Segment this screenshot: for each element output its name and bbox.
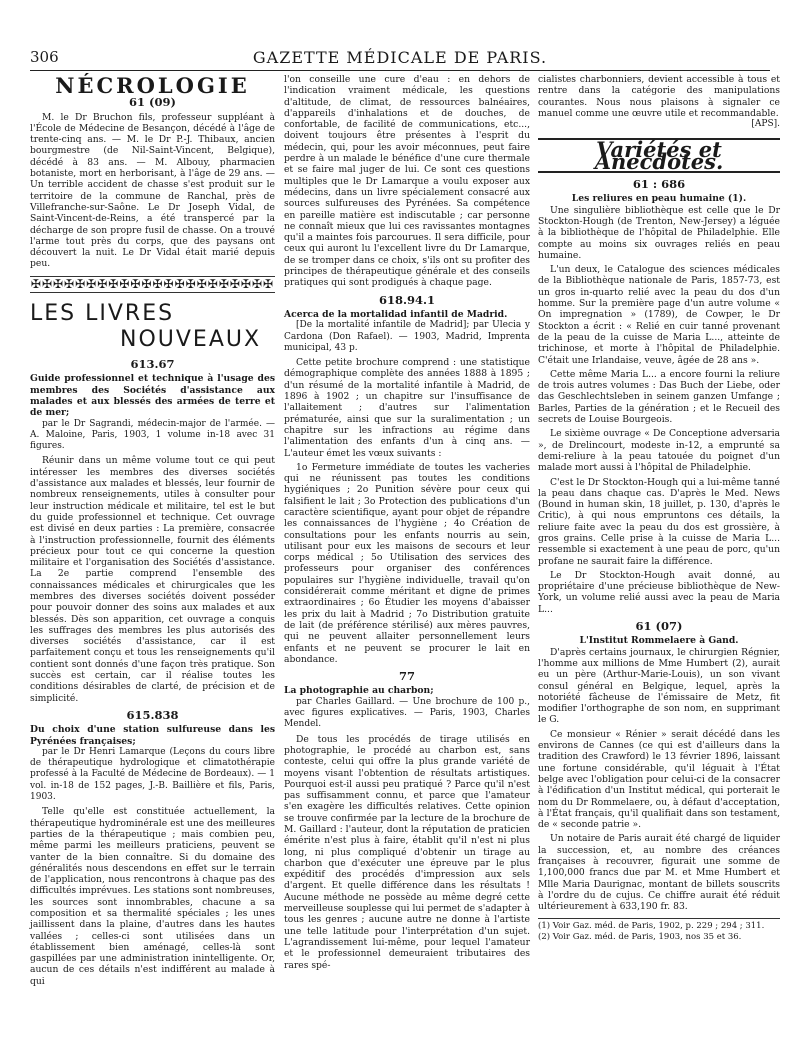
article2-p3: Un notaire de Paris aurait été chargé de liquider la succession, et, au nombre des créances françaises à recouvrer, figurait une somme de 1,100,000 francs due par M. et Mme Humbert et Mlle Maria Daurignac, montant de billets souscrits à l'ordre du de cujus. Ce chiffre aurait été réduit ultérieurement à 633,190 fr. 83. [538, 833, 780, 913]
footnote-2: (2) Voir Gaz. méd. de Paris, 1903, nos 35 et 36. [538, 931, 742, 942]
livres-title-line2: NOUVEAUX [120, 327, 262, 353]
book1-text: Réunir dans un même volume tout ce qui peut intéresser les membres des diverses sociétés d'assistance aux malades et blessés, leur fournir de nombreux renseignements, utiles à consulter pour leur instruction médicale et militaire, tel est le but du guide professionnel et technique. Cet ouvrage est divisé en deux parties : La première, consacrée à l'instruction professionnelle, fournit des éléments précieux pour tout ce qui concerne la question militaire et l'organisation des Sociétés d'assistance. La 2e partie comprend l'ensemble des connaissances médicales et chirurgicales que les membres des diverses sociétés doivent posséder pour pouvoir donner des soins aux malades et aux blessés. Dès son apparition, cet ouvrage a conquis les suffrages des membres les plus autorisés des diverses sociétés d'assistance, car il est parfaitement conçu et tous les renseignements qu'il contient sont donnés d'une façon très pratique. Son succès est certain, car il réalise toutes les conditions désirables de clarté, de précision et de simplicité. [30, 455, 275, 704]
article2-p1: D'après certains journaux, le chirurgien Régnier, l'homme aux millions de Mme Humbert (2), aurait eu un père (Arthur-Marie-Louis), un son vivant consul général en Belgique, lequel, après la notoriété fâcheuse de l'émissaire de Metz, fit modifier l'orthographe de son nom, en supprimant le G. [538, 646, 780, 726]
book3-heading: Acerca de la mortalidad infantil de Madrid. [284, 308, 508, 320]
book2-heading: Du choix d'une station sulfureuse dans les Pyrénées françaises; [30, 724, 275, 747]
footnotes [538, 918, 780, 942]
necrologie-number: 61 (09) [129, 95, 176, 110]
book1-heading: Guide professionnel et technique à l'usage des membres des Sociétés d'assistance aux malades et aux blessés des armées de terre et de mer; [30, 373, 275, 419]
ornament-divider: ✠✠✠✠✠✠✠✠✠✠✠✠✠✠✠✠✠✠✠✠✠✠ [30, 276, 275, 293]
article1-p6: Le Dr Stockton-Hough avait donné, au propriétaire d'une précieuse bibliothèque de New-York, un volume relié aussi avec la peau de Maria L... [538, 569, 780, 615]
signature: [APS]. [751, 119, 780, 130]
book2-ref: par le Dr Henri Lamarque (Leçons du cours libre de thérapeutique hydrologique et climatothérapie professé à la Faculté de Médecine de Bordeaux). — 1 vol. in-18 de 152 pages, J.-B. Baillière et fils, Paris, 1903. [30, 746, 275, 803]
book1-number: 613.67 [130, 357, 175, 372]
article2-heading: L'Institut Rommelaere à Gand. [579, 635, 739, 647]
book3-text1: Cette petite brochure comprend : une statistique démographique complète des années 1888 à 1895 ; d'un résumé de la mortalité infantile à Madrid, de 1896 à 1902 ; un chapitre sur l'insuffisance de l'allaitement ; d'autres sur l'alimentation prématurée, ainsi que sur la suralimentation ; un chapitre sur les infractions au régime dans l'alimentation des enfants d'un à cinq ans. — L'auteur émet les vœux suivants : [284, 357, 530, 459]
livres-title [30, 301, 275, 353]
necrologie-title: NÉCROLOGIE [55, 73, 250, 98]
article1-p3: Cette même Maria L... a encore fourni la reliure de trois autres volumes : Das Buch der Liebe, oder das Geschlechtsleben in seinem ganzen Umfange ; Barles, Parties de la génération ; et le Recueil des secrets de Louise Bourgeois. [538, 368, 780, 426]
footnote-1: (1) Voir Gaz. méd. de Paris, 1902, p. 229 ; 294 ; 311. [538, 921, 765, 932]
article1-p1: Une singulière bibliothèque est celle que le Dr Stockton-Hough (de Trenton, New-Jersey) a léguée à la bibliothèque de l'hôpital de Philadelphie. Elle compte au moins six ouvrages reliés en peau humaine. [538, 204, 780, 261]
article1-p4: Le sixième ouvrage « De Conceptione adversaria », de Drelincourt, modeste in-12, a emprunté sa demi-reliure à la peau tatouée du poignet d'un malade mort aussi à l'hôpital de Philadelphie. [538, 428, 780, 474]
book2-number: 615.838 [126, 707, 179, 722]
book2-continuation: l'on conseille une cure d'eau : en dehors de l'indication vraiment médicale, les questions d'altitude, de climat, de ressources balnéaires, d'appareils d'inhalations et de douches, de confortable, de facilité de communications, etc..., doivent toujours être présentes à l'esprit du médecin, qui, pour les avoir méconnues, peut faire perdre à un malade le bénéfice d'une cure thermale et se faire mal juger de lui. Ce sont ces questions multiples que le Dr Lamarque a voulu exposer aux médecins, dans un livre spécialement consacré aux sources sulfureuses des Pyrénées. Sa compétence en pareille matière est indiscutable ; car personne ne connaît mieux que lui ces ravissantes montagnes qu'il a maintes fois parcourues. Il sera difficile, pour ceux qui auront lu l'excellent livre du Dr Lamarque, de se tromper dans ce choix, s'ils ont su profiter des principes de thérapeutique générale et des conseils pratiques qui sont prodigués à chaque page. [284, 74, 530, 289]
book4-text: De tous les procédés de tirage utilisés en photographie, le procédé au charbon est, sans conteste, celui qui offre la plus grande variété de moyens visant l'obtention de résultats artistiques. Pourquoi est-il aussi peu pratiqué ? Parce qu'il n'est pas suffisamment connu, et parce que l'amateur s'en exagère les difficultés relatives. Cette opinion se trouve confirmée par la lecture de la brochure de M. Gaillard : l'auteur, dont la réputation de praticien émérite n'est plus à faire, établit qu'il n'est ni plus long, ni plus compliqué d'obtenir un tirage au charbon que d'exécuter une épreuve par le plus expéditif des procédés d'impression aux sels d'argent. Et quelle différence dans les résultats ! Aucune méthode ne possède au même degré cette merveilleuse souplesse qui lui permet de s'adapter à tous les genres ; aucune autre ne donne à l'artiste une telle latitude pour l'interprétation d'un sujet. L'agrandissement lui-même, pour lequel l'amateur et le professionnel demeuraient tributaires des rares spé- [284, 733, 530, 971]
article2-number: 61 (07) [635, 619, 683, 634]
book3-number: 618.94.1 [378, 292, 436, 307]
column-1 [30, 74, 275, 990]
book3-ref: [De la mortalité infantile de Madrid]; par Ulecia y Cardona (Don Rafael). — 1903, Madrid, Imprenta municipal, 43 p. [284, 320, 530, 353]
book4-continuation: cialistes charbonniers, devient accessible à tous et rentre dans la catégorie des manipulations courantes. Nous nous plaisons à signaler ce manuel comme une œuvre utile et recommandable. [538, 74, 780, 119]
book1-ref: par le Dr Sagrandi, médecin-major de l'armée. — A. Maloine, Paris, 1903, 1 volume in-18 avec 31 figures. [30, 418, 275, 452]
book4-heading: La photographie au charbon; [284, 685, 434, 697]
article1-p2: L'un deux, le Catalogue des sciences médicales de la Bibliothèque nationale de Paris, 1857-73, est un gros in-quarto relié avec la peau du dos d'un homme. Sur la première page d'un autre volume « On impregnation » (1789), de Cowper, le Dr Stockton a écrit : « Relié en cuir tanné provenant de la peau de la cuisse de Maria L..., atteinte de trichinose, et morte à l'hôpital de Philadelphie. C'était une Irlandaise, veuve, âgée de 28 ans ». [538, 264, 780, 366]
journal-title: GAZETTE MÉDICALE DE PARIS. [252, 48, 548, 67]
book4-number: 77 [398, 669, 415, 684]
column-2 [284, 74, 530, 974]
livres-title-line1: LES LIVRES [30, 301, 175, 327]
book2-text: Telle qu'elle est constituée actuellement, la thérapeutique hydrominérale est une des meilleures parties de la thérapeutique ; mais combien peu, même parmi les meilleurs praticiens, peuvent se vanter de la bien connaître. Si du domaine des généralités nous descendons en effet sur le terrain de l'application, nous rencontrons à chaque pas des difficultés imprévues. Les stations sont nombreuses, les sources sont innombrables, chacune a sa composition et sa thermalité spéciales ; les unes jaillissent dans la plaine, d'autres dans les hautes vallées ; celles-ci sont utilisées dans un établissement bien aménagé, celles-là sont gaspillées par une administration inintelligente. Or, aucun de ces détails n'est indifférent au malade à qui [30, 806, 275, 987]
article1-p5: C'est le Dr Stockton-Hough qui a lui-même tanné la peau dans chaque cas. D'après le Med. News (Bound in human skin, 18 juillet, p. 130, d'après le Critic), à qui nous empruntons ces détails, la reliure faite avec la peau du dos est grossière, à gros grains. Celle prise à la cuisse de Maria L... ressemble si exactement à une peau de porc, qu'un profane ne saurait faire la différence. [538, 476, 780, 567]
article1-number: 61 : 686 [632, 177, 686, 192]
necrologie-text: M. le Dr Bruchon fils, professeur suppléant à l'École de Médecine de Besançon, décédé à l'âge de trente-cinq ans. — M. le Dr P.-J. Thibaux, ancien bourgmestre (de Nil-Saint-Vincent, Belgique), décédé à 83 ans. — M. Albouy, pharmacien botaniste, mort en herborisant, à l'âge de 29 ans. — Un terrible accident de chasse s'est produit sur le territoire de la commune de Ranchal, près de Villefranche-sur-Saône. Le Dr Joseph Vidal, de Saint-Vincent-de-Reins, a été transpercé par la décharge de son propre fusil de chasse. On a trouvé l'arme tout près du corps, que des paysans ont découvert la nuit. Le Dr Vidal était marié depuis peu. [30, 111, 275, 270]
page-number: 306 [30, 48, 59, 66]
book3-text2: 1o Fermeture immédiate de toutes les vacheries qui ne réunissent pas toutes les conditions hygiéniques ; 2o Punition sévère pour ceux qui falsifient le lait ; 3o Protection des publications d'un caractère scientifique, ayant pour objet de répandre les connaissances de l'hygiène ; 4o Création de consultations pour les enfants nourris au sein, utilisant pour eux les maisons de secours et leur corps médical ; 5o Utilisation des services des professeurs pour organiser des conférences populaires sur l'hygiène individuelle, travail qu'on considérerait comme méritant et digne de primes extraordinaires ; 6o Étudier les moyens d'abaisser les prix du lait à Madrid ; 7o Distribution gratuite de lait (de préférence stérilisé) aux mères pauvres, qui ne peuvent allaiter personnellement leurs enfants et ne peuvent se procurer le lait en abondance. [284, 461, 530, 665]
varietes-title: Variétés et Anecdotes. [538, 138, 780, 173]
article2-p2: Ce monsieur « Rénier » serait décédé dans les environs de Cannes (ce qui est d'ailleurs dans la tradition des Crawford) le 13 février 1896, laissant une fortune considérable, qu'il léguait à l'État belge avec l'obligation pour celui-ci de la consacrer à l'édification d'un Institut médical, qui porterait le nom du Dr Rommelaere, ou, à défaut d'acceptation, à l'État français, qu'il qualifiait dans son testament, de « seconde patrie ». [538, 728, 780, 831]
article1-heading: Les reliures en peau humaine (1). [571, 193, 747, 205]
book4-ref: par Charles Gaillard. — Une brochure de 100 p., avec figures explicatives. — Paris, 1903, Charles Mendel. [284, 696, 530, 730]
column-3 [538, 74, 780, 942]
running-header [30, 48, 770, 71]
